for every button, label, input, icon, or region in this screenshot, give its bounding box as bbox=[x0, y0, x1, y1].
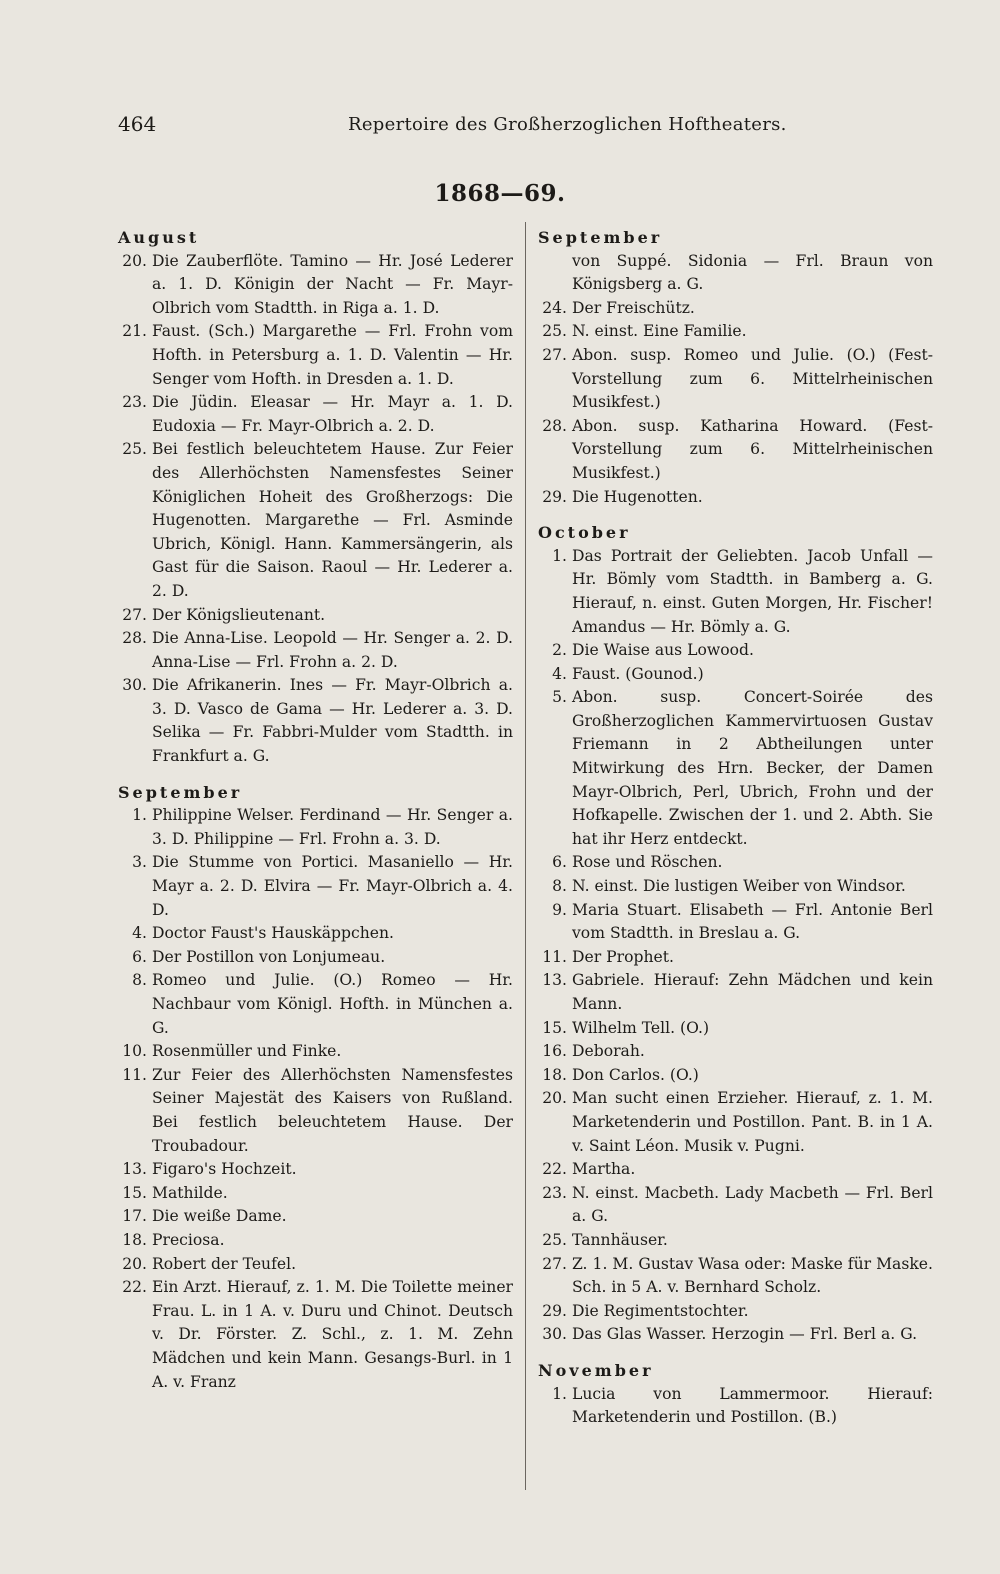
entry-text: Die weiße Dame. bbox=[152, 1207, 287, 1226]
repertoire-entry bbox=[118, 1276, 513, 1394]
entry-day: 20. bbox=[122, 1254, 147, 1273]
entry-day: 15. bbox=[122, 1183, 147, 1202]
entry-text: Gabriele. Hierauf: Zehn Mädchen und kein Mann. bbox=[572, 971, 933, 1013]
entry-text: Die Zauberflöte. Tamino — Hr. José Lederer a. 1. D. Königin der Nacht — Fr. Mayr-Olbrich vom Stadtth. in Riga a. 1. D. bbox=[152, 251, 513, 317]
entry-day: 1. bbox=[552, 546, 567, 565]
repertoire-entry bbox=[118, 1040, 513, 1064]
entry-text: Preciosa. bbox=[152, 1230, 225, 1249]
entry-day: 28. bbox=[542, 416, 567, 435]
entry-text: Das Glas Wasser. Herzogin — Frl. Berl a. G. bbox=[572, 1325, 918, 1344]
entry-day: 9. bbox=[552, 900, 567, 919]
entry-text: N. einst. Die lustigen Weiber von Windsor. bbox=[572, 877, 906, 896]
entry-day: 27. bbox=[122, 605, 147, 624]
page-number: 464 bbox=[118, 112, 157, 136]
repertoire-entry bbox=[538, 875, 933, 899]
entry-day: 30. bbox=[542, 1325, 567, 1344]
repertoire-entry bbox=[538, 1017, 933, 1041]
entry-day: 17. bbox=[122, 1207, 147, 1226]
repertoire-entry bbox=[538, 1158, 933, 1182]
repertoire-entry bbox=[538, 1040, 933, 1064]
entry-day: 1. bbox=[552, 1384, 567, 1403]
month-heading: October bbox=[538, 523, 631, 543]
entry-text: Der Freischütz. bbox=[572, 298, 695, 317]
repertoire-entry bbox=[538, 639, 933, 663]
entry-day: 25. bbox=[122, 440, 147, 459]
entry-day: 27. bbox=[542, 1254, 567, 1273]
repertoire-entry bbox=[538, 297, 933, 321]
repertoire-entry bbox=[118, 674, 513, 768]
entry-day: 23. bbox=[122, 393, 147, 412]
entry-day: 1. bbox=[132, 806, 147, 825]
entry-day: 29. bbox=[542, 1301, 567, 1320]
entry-day: 6. bbox=[132, 947, 147, 966]
entry-text: Das Portrait der Geliebten. Jacob Unfall — Hr. Bömly vom Stadtth. in Bamberg a. G. Hierauf, n. einst. Guten Morgen, Hr. Fischer! Amandus — Hr. Bömly a. G. bbox=[572, 546, 933, 636]
repertoire-entry bbox=[118, 969, 513, 1040]
entry-text: N. einst. Eine Familie. bbox=[572, 322, 747, 341]
entry-text: Der Königslieutenant. bbox=[152, 605, 326, 624]
entry-text: Ein Arzt. Hierauf, z. 1. M. Die Toilette meiner Frau. L. in 1 A. v. Duru und Chinot. Deutsch v. Dr. Förster. Z. Schl., z. 1. M. Zehn Mädchen und kein Mann. Gesangs-Burl. in 1 A. v. Franz bbox=[152, 1278, 513, 1391]
entry-text: Abon. susp. Romeo und Julie. (O.) (Fest-Vorstellung zum 6. Mittelrheinischen Musikfest.) bbox=[572, 345, 933, 412]
repertoire-entry bbox=[118, 1182, 513, 1206]
entry-day: 20. bbox=[542, 1089, 567, 1108]
entry-text: Robert der Teufel. bbox=[152, 1254, 297, 1273]
entry-text: Die Stumme von Portici. Masaniello — Hr. Mayr a. 2. D. Elvira — Fr. Mayr-Olbrich a. 4. D. bbox=[152, 853, 513, 919]
entry-day: 24. bbox=[542, 298, 567, 317]
entry-text: Martha. bbox=[572, 1160, 636, 1179]
repertoire-entry bbox=[118, 320, 513, 391]
entry-day: 22. bbox=[542, 1160, 567, 1179]
repertoire-entry bbox=[118, 1229, 513, 1253]
entry-day: 4. bbox=[552, 664, 567, 683]
entry-day: 20. bbox=[122, 251, 147, 270]
entry-day: 27. bbox=[542, 345, 567, 364]
entry-day: 10. bbox=[122, 1042, 147, 1061]
month-heading: August bbox=[118, 228, 200, 247]
entry-text: N. einst. Macbeth. Lady Macbeth — Frl. Berl a. G. bbox=[572, 1183, 933, 1226]
repertoire-entry bbox=[538, 1087, 933, 1158]
repertoire-entry bbox=[118, 627, 513, 674]
entry-text: Mathilde. bbox=[152, 1183, 228, 1202]
entry-text: Philippine Welser. Ferdinand — Hr. Senger a. 3. D. Philippine — Frl. Frohn a. 3. D. bbox=[152, 806, 513, 848]
season-heading: 1868—69. bbox=[434, 180, 566, 207]
repertoire-entry bbox=[538, 486, 933, 510]
entry-day: 4. bbox=[132, 924, 147, 943]
entry-day: 8. bbox=[552, 877, 567, 896]
entry-text: Die Jüdin. Eleasar — Hr. Mayr a. 1. D. Eudoxia — Fr. Mayr-Olbrich a. 2. D. bbox=[152, 393, 513, 435]
entry-text: Bei festlich beleuchtetem Hause. Zur Feier des Allerhöchsten Namensfestes Seiner Königlichen Hoheit des Großherzogs: Die Hugenotten. Margarethe — Frl. Asminde Ubrich, Königl. Hann. Kammersängerin, als Gast für die Saison. Raoul — Hr. Lederer a. 2. D. bbox=[152, 440, 513, 600]
repertoire-entry bbox=[538, 1383, 933, 1430]
entry-day: 18. bbox=[122, 1230, 147, 1249]
repertoire-entry bbox=[538, 415, 933, 486]
entry-text: Lucia von Lammermoor. Hierauf: Marketenderin und Postillon. (B.) bbox=[572, 1384, 933, 1427]
entry-day: 11. bbox=[542, 947, 567, 966]
repertoire-entry bbox=[538, 969, 933, 1016]
entry-day: 25. bbox=[542, 322, 567, 341]
entry-day: 28. bbox=[122, 629, 147, 648]
entry-text: Die Afrikanerin. Ines — Fr. Mayr-Olbrich a. 3. D. Vasco de Gama — Hr. Lederer a. 3. D. Selika — Fr. Fabbri-Mulder vom Stadtth. in Frankfurt a. G. bbox=[152, 676, 513, 766]
entry-day: 11. bbox=[122, 1065, 147, 1084]
entry-text: Deborah. bbox=[572, 1042, 645, 1061]
right-column bbox=[538, 226, 933, 1430]
repertoire-entry bbox=[538, 1300, 933, 1324]
entry-text: Romeo und Julie. (O.) Romeo — Hr. Nachbaur vom Königl. Hofth. in München a. G. bbox=[152, 971, 513, 1037]
repertoire-entry bbox=[118, 1064, 513, 1158]
entry-day: 13. bbox=[122, 1160, 147, 1179]
entry-text: Die Anna-Lise. Leopold — Hr. Senger a. 2. D. Anna-Lise — Frl. Frohn a. 2. D. bbox=[152, 629, 513, 671]
month-heading: September bbox=[118, 782, 243, 802]
repertoire-entry bbox=[118, 804, 513, 851]
entry-text: Faust. (Sch.) Margarethe — Frl. Frohn vom Hofth. in Petersburg a. 1. D. Valentin — Hr. Senger vom Hofth. in Dresden a. 1. D. bbox=[152, 322, 513, 388]
repertoire-entry bbox=[538, 1253, 933, 1300]
repertoire-entry bbox=[118, 1253, 513, 1277]
repertoire-entry bbox=[538, 1229, 933, 1253]
running-title: Repertoire des Großherzoglichen Hoftheaters. bbox=[348, 114, 787, 135]
entry-text: Zur Feier des Allerhöchsten Namensfestes Seiner Majestät des Kaisers von Rußland. Bei festlich beleuchtetem Hause. Der Troubadour. bbox=[152, 1065, 513, 1155]
repertoire-entry bbox=[538, 946, 933, 970]
repertoire-entry bbox=[118, 851, 513, 922]
repertoire-entry bbox=[538, 545, 933, 639]
entry-text: Wilhelm Tell. (O.) bbox=[572, 1018, 710, 1037]
entry-day: 13. bbox=[542, 971, 567, 990]
entry-day: 16. bbox=[542, 1042, 567, 1061]
repertoire-entry bbox=[538, 686, 933, 851]
entry-text: Man sucht einen Erzieher. Hierauf, z. 1. M. Marketenderin und Postillon. Pant. B. in 1 A. v. Saint Léon. Musik v. Pugni. bbox=[572, 1089, 933, 1155]
entry-day: 5. bbox=[552, 688, 567, 707]
entry-text: Figaro's Hochzeit. bbox=[152, 1160, 297, 1179]
entry-day: 25. bbox=[542, 1230, 567, 1249]
entry-day bbox=[538, 250, 572, 297]
repertoire-entry bbox=[118, 391, 513, 438]
entry-day: 30. bbox=[122, 676, 147, 695]
entry-text: Don Carlos. (O.) bbox=[572, 1065, 699, 1084]
entry-day: 21. bbox=[122, 322, 147, 341]
repertoire-entry bbox=[538, 1064, 933, 1088]
entry-text: von Suppé. Sidonia — Frl. Braun von Königsberg a. G. bbox=[572, 251, 933, 294]
entry-text: Abon. susp. Concert-Soirée des Großherzoglichen Kammervirtuosen Gustav Friemann in 2 Abtheilungen unter Mitwirkung des Hrn. Becker, der Damen Mayr-Olbrich, Perl, Ubrich, Frohn und der Hofkapelle. Zwischen der 1. und 2. Abth. Sie hat ihr Herz entdeckt. bbox=[572, 688, 933, 848]
entry-day: 29. bbox=[542, 487, 567, 506]
entry-day: 3. bbox=[132, 853, 147, 872]
repertoire-entry bbox=[118, 438, 513, 603]
repertoire-entry bbox=[118, 1158, 513, 1182]
repertoire-entry bbox=[118, 922, 513, 946]
repertoire-entry bbox=[118, 1205, 513, 1229]
month-heading: November bbox=[538, 1360, 654, 1380]
repertoire-entry bbox=[538, 663, 933, 687]
repertoire-entry bbox=[118, 604, 513, 628]
entry-text: Die Waise aus Lowood. bbox=[572, 641, 754, 660]
entry-text: Die Regimentstochter. bbox=[572, 1301, 749, 1320]
entry-text: Tannhäuser. bbox=[572, 1230, 668, 1249]
entry-day: 2. bbox=[552, 641, 567, 660]
repertoire-entry bbox=[538, 320, 933, 344]
repertoire-entry bbox=[538, 250, 933, 297]
left-column bbox=[118, 226, 513, 1394]
entry-text: Der Prophet. bbox=[572, 947, 674, 966]
entry-text: Faust. (Gounod.) bbox=[572, 664, 704, 683]
entry-day: 22. bbox=[122, 1278, 147, 1297]
entry-text: Z. 1. M. Gustav Wasa oder: Maske für Maske. Sch. in 5 A. v. Bernhard Scholz. bbox=[572, 1254, 933, 1297]
entry-day: 23. bbox=[542, 1183, 567, 1202]
repertoire-entry bbox=[118, 946, 513, 970]
entry-text: Abon. susp. Katharina Howard. (Fest-Vorstellung zum 6. Mittelrheinischen Musikfest.) bbox=[572, 416, 933, 482]
repertoire-entry bbox=[538, 851, 933, 875]
entry-text: Der Postillon von Lonjumeau. bbox=[152, 947, 386, 966]
repertoire-entry bbox=[538, 1182, 933, 1229]
entry-text: Doctor Faust's Hauskäppchen. bbox=[152, 924, 394, 943]
entry-day: 6. bbox=[552, 853, 567, 872]
column-divider bbox=[525, 222, 526, 1490]
repertoire-entry bbox=[538, 1323, 933, 1347]
entry-day: 8. bbox=[132, 971, 147, 990]
entry-text: Rosenmüller und Finke. bbox=[152, 1042, 342, 1061]
entry-text: Maria Stuart. Elisabeth — Frl. Antonie Berl vom Stadtth. in Breslau a. G. bbox=[572, 900, 933, 943]
month-heading: September bbox=[538, 228, 663, 247]
entry-day: 15. bbox=[542, 1018, 567, 1037]
page-header bbox=[118, 112, 888, 142]
repertoire-entry bbox=[118, 250, 513, 321]
entry-text: Rose und Röschen. bbox=[572, 853, 723, 872]
entry-text: Die Hugenotten. bbox=[572, 487, 703, 506]
repertoire-entry bbox=[538, 899, 933, 946]
repertoire-entry bbox=[538, 344, 933, 415]
entry-day: 18. bbox=[542, 1065, 567, 1084]
